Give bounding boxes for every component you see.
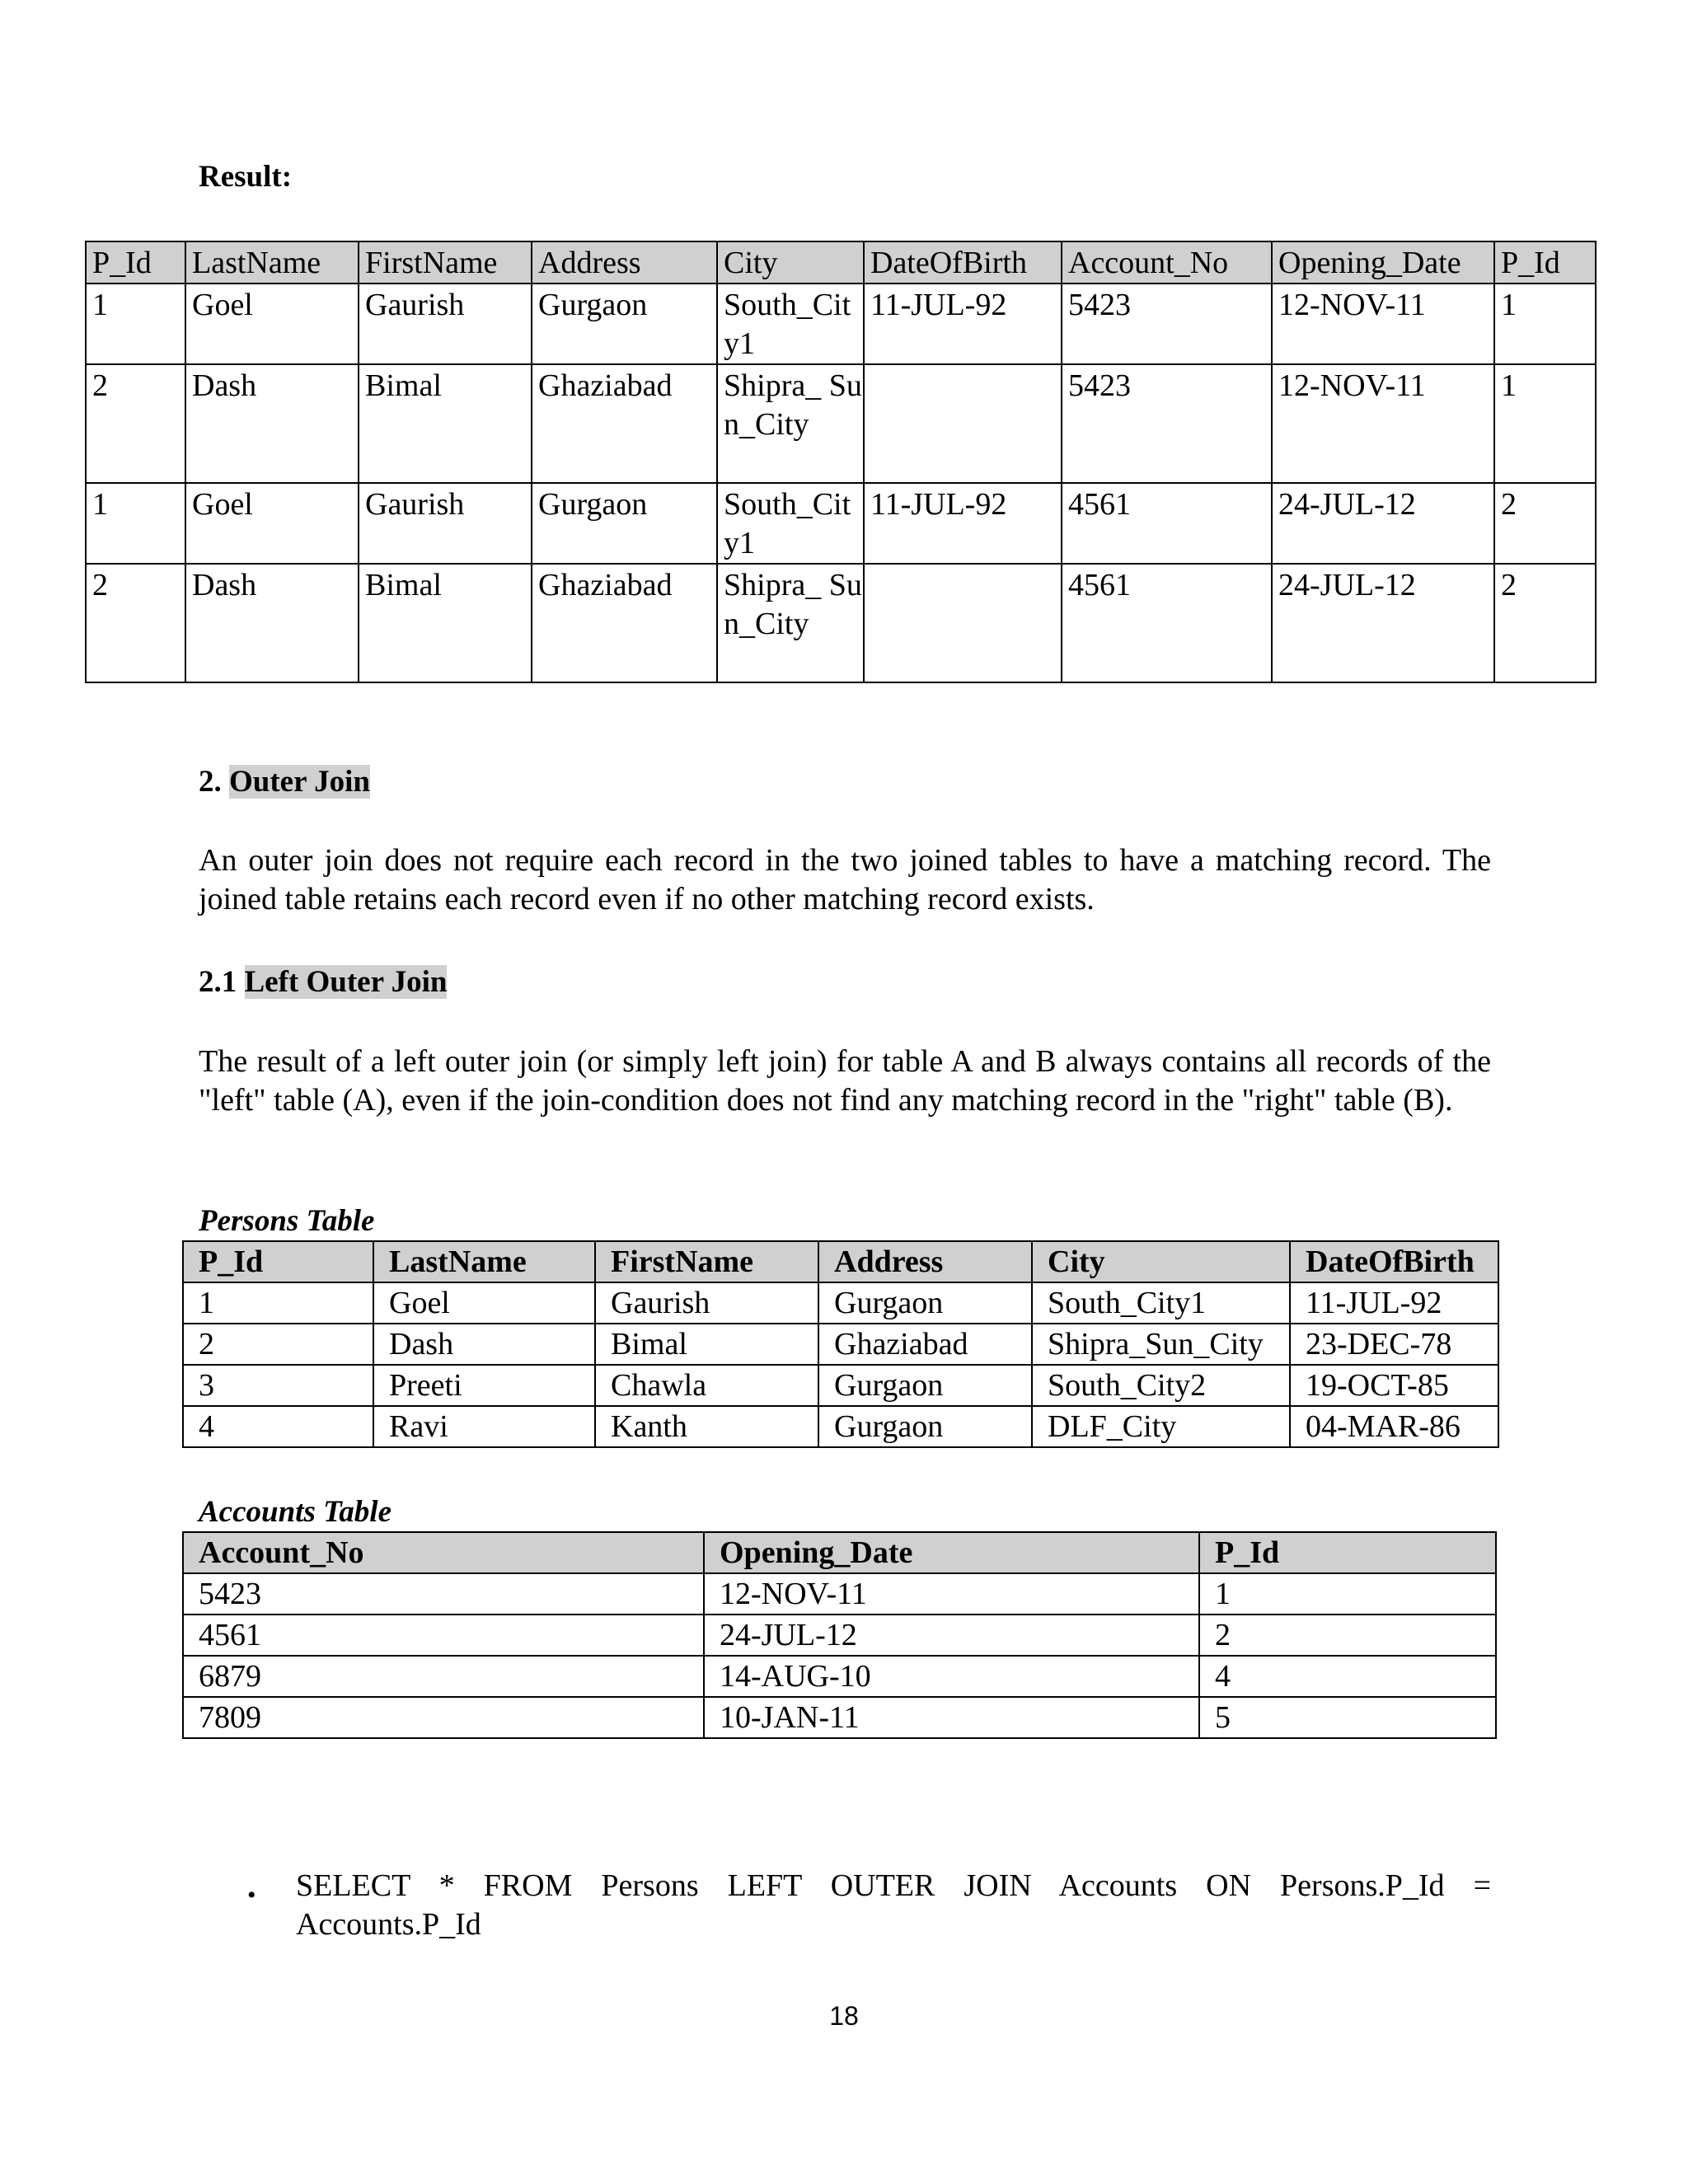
table-row: [183, 1365, 1498, 1406]
table-cell: 12-NOV-11: [1272, 284, 1494, 364]
table-cell: South_City1: [717, 284, 864, 364]
table-cell: 1: [86, 483, 185, 564]
persons-body: [183, 1282, 1498, 1447]
table-cell: Gurgaon: [818, 1365, 1032, 1406]
table-cell: 2: [1494, 564, 1596, 682]
column-header: Account_No: [1062, 241, 1272, 284]
left-join-title: Left Outer Join: [244, 965, 448, 999]
table-cell: Ravi: [373, 1406, 595, 1447]
table-cell: 1: [183, 1282, 373, 1324]
page-number: 18: [829, 2001, 859, 2031]
table-cell: Gaurish: [595, 1282, 818, 1324]
table-cell: Gurgaon: [818, 1406, 1032, 1447]
persons-table: [182, 1240, 1499, 1448]
table-cell: Goel: [373, 1282, 595, 1324]
table-cell: 1: [1494, 284, 1596, 364]
table-cell: 11-JUL-92: [864, 483, 1062, 564]
table-cell: Gurgaon: [532, 483, 717, 564]
table-cell: South_City2: [1032, 1365, 1290, 1406]
result-header-row: [86, 241, 1596, 284]
table-cell: Dash: [373, 1324, 595, 1365]
table-cell: Goel: [185, 284, 359, 364]
table-cell: 4561: [183, 1615, 704, 1656]
table-cell: 11-JUL-92: [1290, 1282, 1498, 1324]
table-cell: 2: [1494, 483, 1596, 564]
table-cell: 3: [183, 1365, 373, 1406]
table-row: [86, 564, 1596, 682]
table-row: [183, 1406, 1498, 1447]
table-row: [86, 364, 1596, 483]
table-cell: Ghaziabad: [818, 1324, 1032, 1365]
table-cell: Ghaziabad: [532, 564, 717, 682]
table-cell: [864, 364, 1062, 483]
table-row: [86, 284, 1596, 364]
table-cell: 4: [183, 1406, 373, 1447]
sql-query-line-1: SELECT * FROM Persons LEFT OUTER JOIN Accounts ON Persons.P_Id =: [296, 1868, 1491, 1903]
table-cell: 1: [86, 284, 185, 364]
table-cell: DLF_City: [1032, 1406, 1290, 1447]
outer-join-title: Outer Join: [229, 765, 370, 799]
table-cell: [864, 564, 1062, 682]
table-row: [183, 1615, 1496, 1656]
table-cell: Gaurish: [359, 284, 532, 364]
column-header: Address: [532, 241, 717, 284]
table-cell: 24-JUL-12: [704, 1615, 1199, 1656]
table-cell: 2: [86, 364, 185, 483]
table-row: [183, 1324, 1498, 1365]
table-cell: Ghaziabad: [532, 364, 717, 483]
table-cell: 19-OCT-85: [1290, 1365, 1498, 1406]
table-cell: Chawla: [595, 1365, 818, 1406]
table-cell: 7809: [183, 1697, 704, 1738]
accounts-body: [183, 1573, 1496, 1738]
column-header: P_Id: [183, 1241, 373, 1282]
table-cell: Kanth: [595, 1406, 818, 1447]
table-cell: South_City1: [1032, 1282, 1290, 1324]
table-row: [183, 1656, 1496, 1697]
table-cell: Bimal: [359, 564, 532, 682]
column-header: FirstName: [595, 1241, 818, 1282]
column-header: FirstName: [359, 241, 532, 284]
outer-join-number: 2.: [199, 765, 229, 799]
table-cell: Dash: [185, 564, 359, 682]
table-cell: 2: [86, 564, 185, 682]
outer-join-paragraph: An outer join does not require each record in the two joined tables to have a matching record. The joined table retains each record even if no other matching record exists.: [199, 843, 1491, 916]
result-body: [86, 284, 1596, 682]
table-cell: 1: [1199, 1573, 1496, 1615]
table-cell: 5423: [183, 1573, 704, 1615]
sql-query-line-2: Accounts.P_Id: [296, 1907, 481, 1942]
table-cell: Goel: [185, 483, 359, 564]
table-cell: 2: [183, 1324, 373, 1365]
column-header: DateOfBirth: [1290, 1241, 1498, 1282]
table-cell: 5423: [1062, 284, 1272, 364]
table-cell: 4: [1199, 1656, 1496, 1697]
column-header: Address: [818, 1241, 1032, 1282]
table-cell: Gurgaon: [818, 1282, 1032, 1324]
table-cell: 5: [1199, 1697, 1496, 1738]
result-table: [85, 241, 1597, 683]
table-cell: 12-NOV-11: [704, 1573, 1199, 1615]
accounts-table-caption: Accounts Table: [199, 1495, 392, 1529]
left-join-number: 2.1: [199, 965, 245, 999]
result-heading: Result:: [199, 160, 293, 194]
table-cell: Bimal: [359, 364, 532, 483]
column-header: Account_No: [183, 1532, 704, 1573]
table-cell: Shipra_ Sun_City: [717, 364, 864, 483]
outer-join-heading: [199, 764, 370, 799]
left-outer-join-heading: [199, 964, 447, 1000]
bullet-icon: •: [247, 1882, 256, 1909]
accounts-table: [182, 1531, 1497, 1739]
table-cell: 4561: [1062, 483, 1272, 564]
column-header: City: [717, 241, 864, 284]
table-cell: Gurgaon: [532, 284, 717, 364]
table-row: [183, 1697, 1496, 1738]
table-cell: Shipra_ Sun_City: [717, 564, 864, 682]
column-header: Opening_Date: [704, 1532, 1199, 1573]
table-cell: 24-JUL-12: [1272, 483, 1494, 564]
column-header: P_Id: [1494, 241, 1596, 284]
table-cell: South_City1: [717, 483, 864, 564]
column-header: LastName: [185, 241, 359, 284]
table-cell: 6879: [183, 1656, 704, 1697]
table-cell: 5423: [1062, 364, 1272, 483]
column-header: City: [1032, 1241, 1290, 1282]
table-cell: 12-NOV-11: [1272, 364, 1494, 483]
table-cell: 24-JUL-12: [1272, 564, 1494, 682]
table-row: [183, 1282, 1498, 1324]
table-cell: 14-AUG-10: [704, 1656, 1199, 1697]
table-cell: Dash: [185, 364, 359, 483]
table-cell: 11-JUL-92: [864, 284, 1062, 364]
column-header: Opening_Date: [1272, 241, 1494, 284]
table-cell: 23-DEC-78: [1290, 1324, 1498, 1365]
table-cell: 2: [1199, 1615, 1496, 1656]
table-row: [183, 1573, 1496, 1615]
table-cell: Gaurish: [359, 483, 532, 564]
persons-header-row: [183, 1241, 1498, 1282]
column-header: P_Id: [1199, 1532, 1496, 1573]
table-cell: Bimal: [595, 1324, 818, 1365]
left-join-paragraph: The result of a left outer join (or simply left join) for table A and B always contains all records of the "left" table (A), even if the join-condition does not find any matching record in the "right" table (B).: [199, 1044, 1491, 1118]
accounts-header-row: [183, 1532, 1496, 1573]
table-cell: 04-MAR-86: [1290, 1406, 1498, 1447]
persons-table-caption: Persons Table: [199, 1204, 375, 1238]
table-cell: 4561: [1062, 564, 1272, 682]
table-cell: Shipra_Sun_City: [1032, 1324, 1290, 1365]
table-cell: 1: [1494, 364, 1596, 483]
column-header: P_Id: [86, 241, 185, 284]
table-cell: 10-JAN-11: [704, 1697, 1199, 1738]
table-cell: Preeti: [373, 1365, 595, 1406]
column-header: DateOfBirth: [864, 241, 1062, 284]
column-header: LastName: [373, 1241, 595, 1282]
table-row: [86, 483, 1596, 564]
